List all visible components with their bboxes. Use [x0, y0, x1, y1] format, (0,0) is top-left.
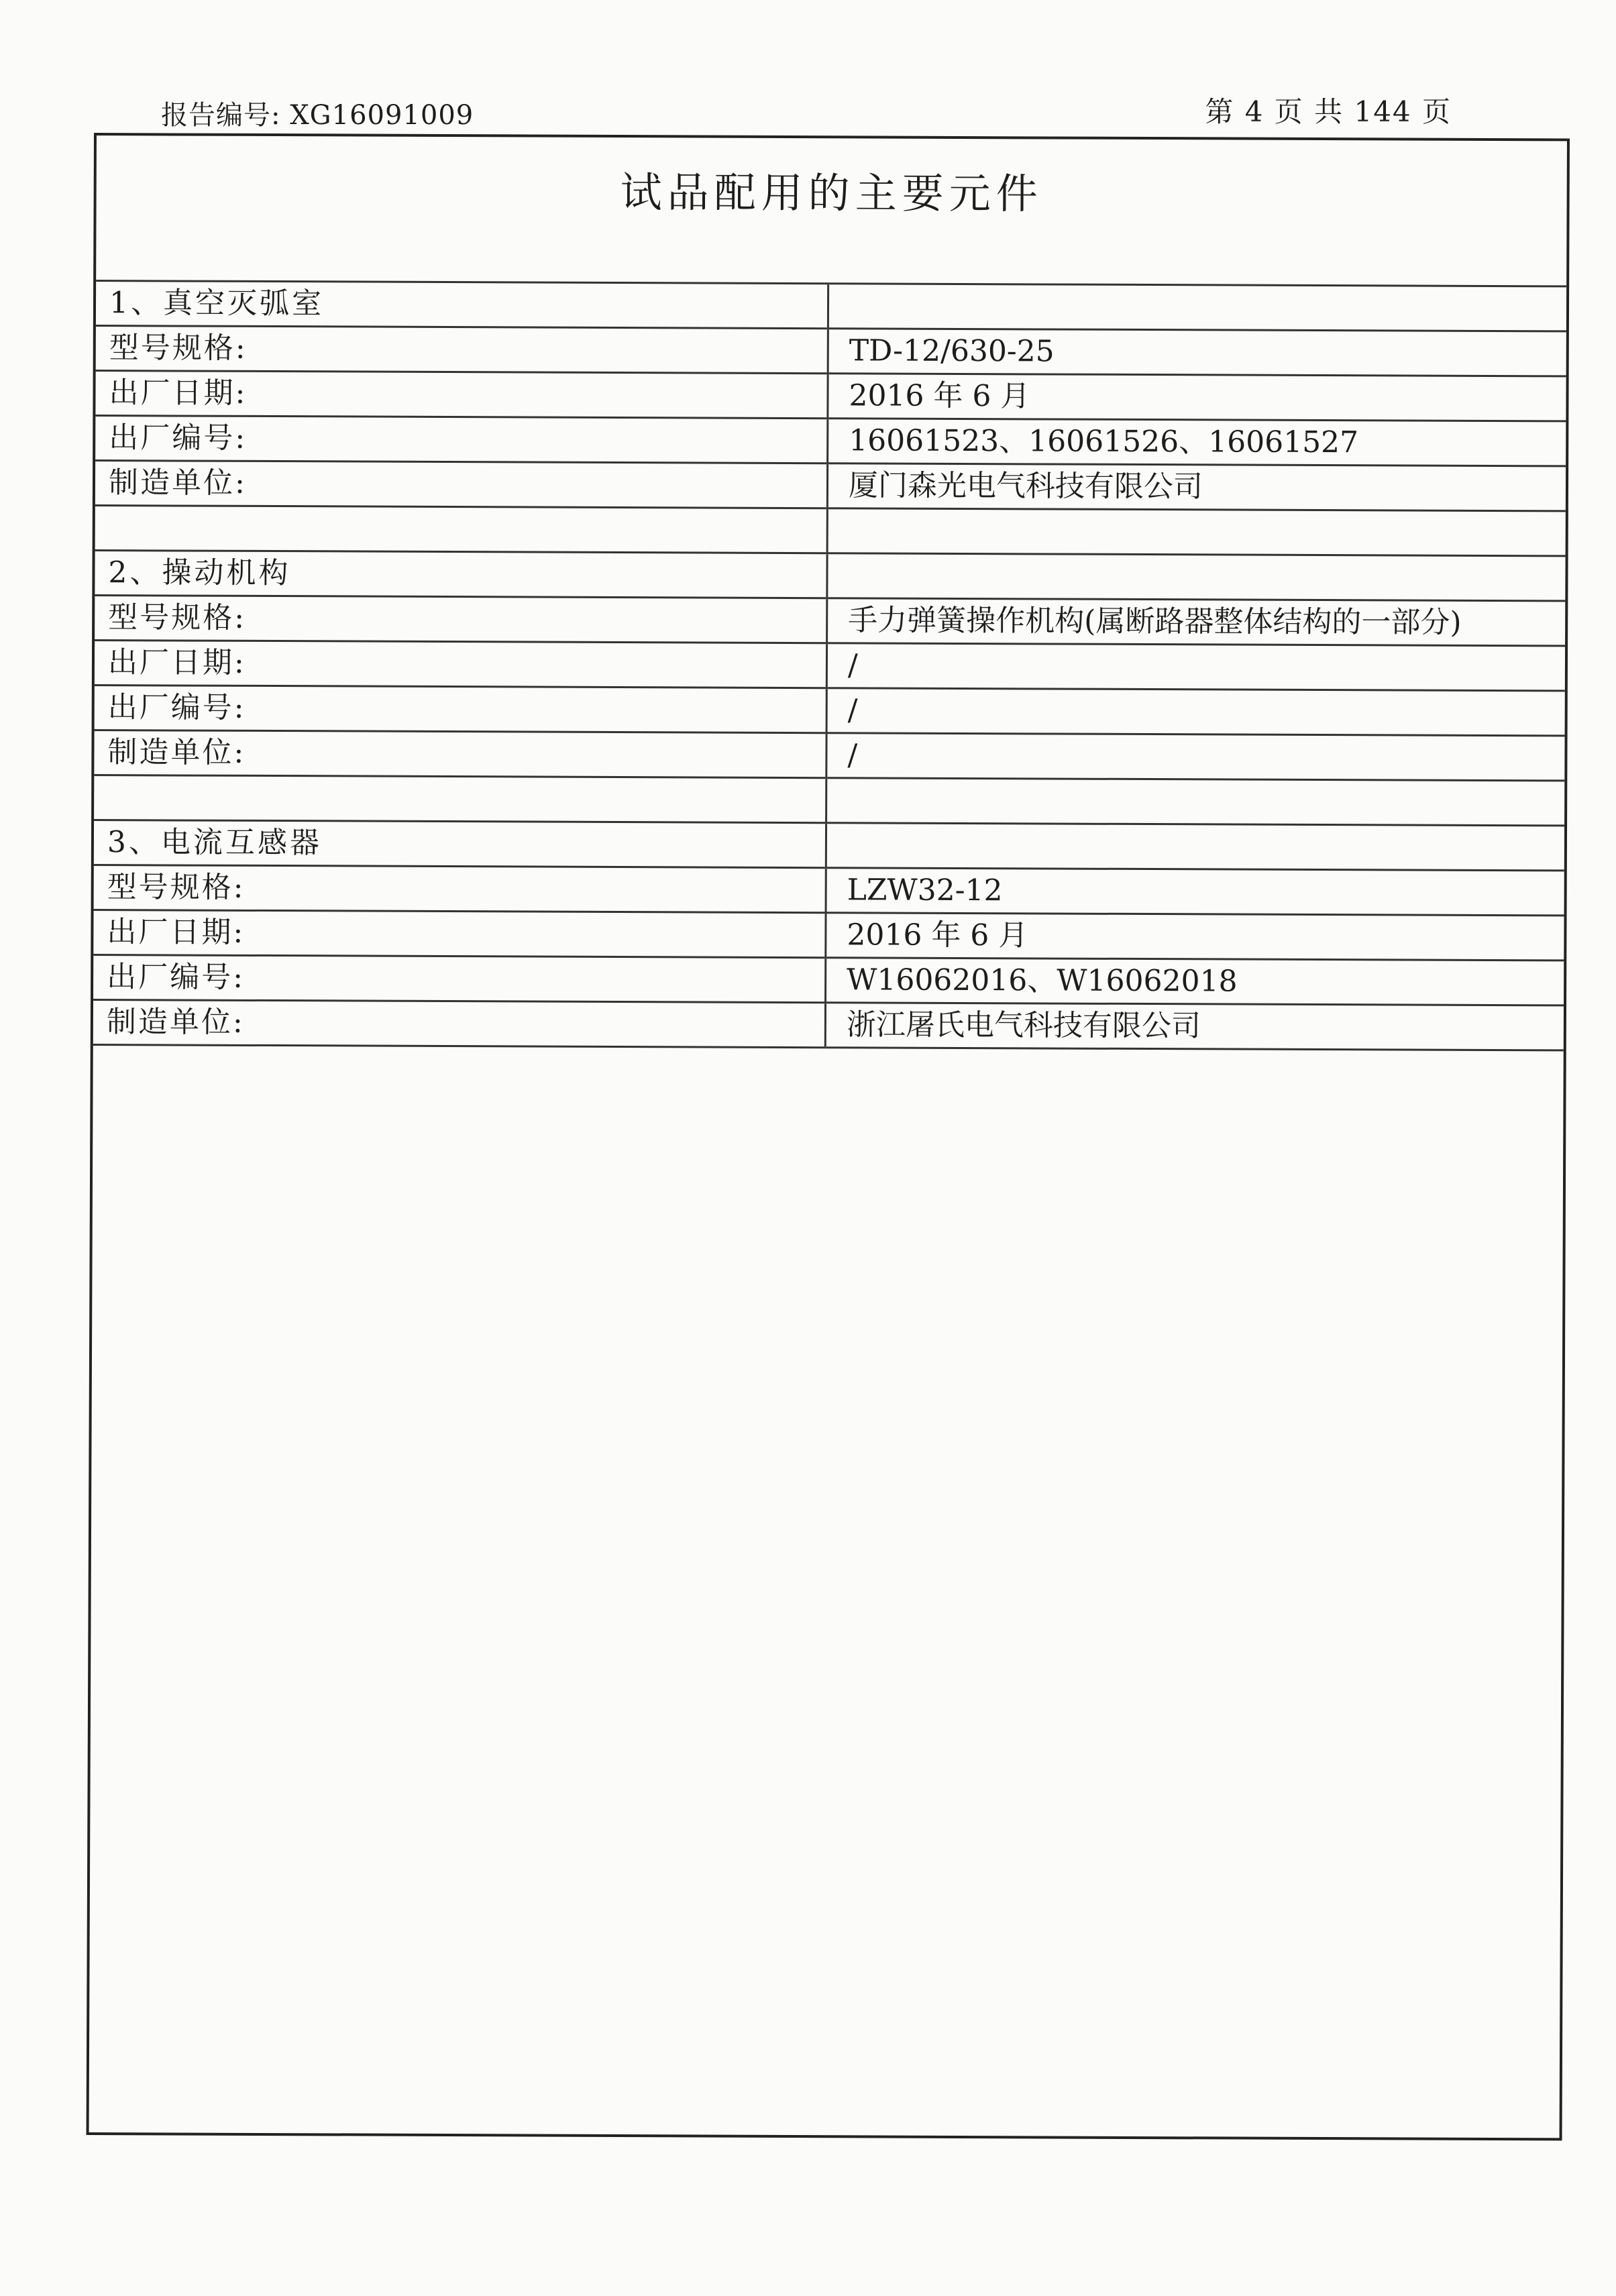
- row-label: 出厂日期:: [95, 371, 828, 419]
- table-row: [95, 461, 1566, 511]
- table-row: [96, 326, 1566, 376]
- table-row: [93, 1000, 1564, 1050]
- table-row-section: [94, 820, 1564, 871]
- row-value: /: [826, 688, 1565, 736]
- table-row: [93, 955, 1564, 1005]
- row-label: 2、操动机构: [95, 551, 827, 598]
- row-value: [827, 508, 1566, 556]
- table-row: [93, 910, 1564, 961]
- row-label: [94, 775, 826, 823]
- table-row-spacer: [95, 506, 1566, 556]
- document-frame: [87, 133, 1570, 2140]
- row-label: 出厂编号:: [95, 416, 828, 463]
- row-value: TD-12/630-25: [828, 329, 1566, 376]
- row-value: W16062016、W16062018: [826, 958, 1564, 1005]
- components-table: [93, 280, 1566, 1051]
- row-value: 手力弹簧操作机构(属断路器整体结构的一部分): [827, 598, 1566, 646]
- table-row: [95, 686, 1565, 736]
- row-label: 型号规格:: [96, 326, 828, 374]
- row-label: 出厂日期:: [93, 910, 826, 958]
- row-label: 型号规格:: [95, 596, 827, 643]
- row-label: 制造单位:: [94, 730, 826, 778]
- page-header: [161, 94, 1515, 134]
- row-value: 厦门森光电气科技有限公司: [827, 463, 1566, 511]
- row-label: 1、真空灭弧室: [96, 281, 828, 329]
- table-row-spacer: [94, 775, 1564, 826]
- table-row: [95, 371, 1566, 421]
- row-label: 3、电流互感器: [94, 820, 826, 868]
- row-value: 浙江屠氏电气科技有限公司: [825, 1003, 1564, 1050]
- table-row: [95, 596, 1565, 646]
- row-label: 型号规格:: [94, 865, 826, 913]
- row-label: 出厂编号:: [93, 955, 826, 1003]
- row-value: LZW32-12: [826, 868, 1564, 916]
- page-title: 试品配用的主要元件: [620, 168, 1043, 219]
- page-count: 第 4 页 共 144 页: [1205, 95, 1452, 128]
- row-value: 2016 年 6 月: [826, 913, 1564, 961]
- table-row-section: [95, 551, 1565, 601]
- row-label: 出厂日期:: [95, 641, 827, 688]
- row-label: 制造单位:: [95, 461, 828, 508]
- row-label: 出厂编号:: [95, 686, 827, 733]
- row-value: /: [826, 643, 1565, 691]
- table-row: [95, 641, 1565, 691]
- table-row-section: [96, 281, 1566, 331]
- row-value: 16061523、16061526、16061527: [828, 419, 1566, 466]
- row-value: [826, 823, 1564, 871]
- row-value: [827, 553, 1566, 601]
- table-row: [94, 730, 1564, 781]
- row-value: 2016 年 6 月: [828, 374, 1566, 421]
- table-row: [95, 416, 1566, 466]
- row-value: [828, 284, 1566, 331]
- row-value: [826, 778, 1565, 826]
- row-label: 制造单位:: [93, 1000, 826, 1048]
- report-number: 报告编号: XG16091009: [161, 100, 474, 131]
- row-label: [95, 506, 828, 553]
- table-row: [94, 865, 1564, 916]
- row-value: /: [826, 733, 1565, 781]
